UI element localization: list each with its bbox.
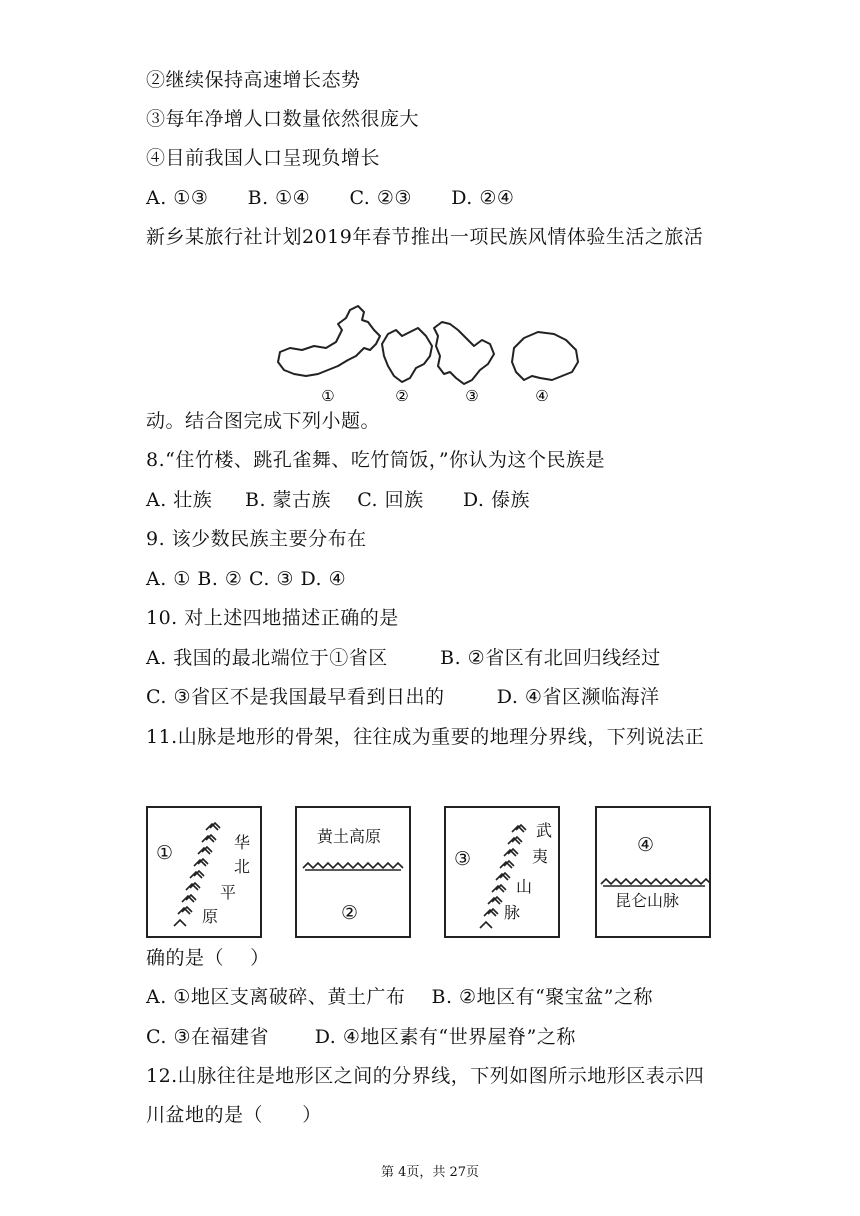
mountain-panel-2 xyxy=(295,806,411,938)
question-9: 9. 该少数民族主要分布在 xyxy=(146,528,367,550)
panel-4-number: ④ xyxy=(637,834,655,856)
option-line-4: ④目前我国人口呈现负增长 xyxy=(146,147,381,169)
panel-1-text-2: 北 xyxy=(234,857,251,876)
map-label-3: ③ xyxy=(465,387,479,405)
map-label-4: ④ xyxy=(535,387,549,405)
answer-choices-q9: A. ① B. ② C. ③ D. ④ xyxy=(146,568,347,590)
panel-3-text-2: 夷 xyxy=(532,847,549,866)
panel-3-number: ③ xyxy=(454,848,472,870)
panel-2-title: 黄土高原 xyxy=(317,827,382,846)
map-label-2: ② xyxy=(395,387,409,405)
panel-1-text-1: 华 xyxy=(234,833,251,852)
answer-choices-q11-ab: A. ①地区支离破碎、黄土广布 B. ②地区有“聚宝盆”之称 xyxy=(146,986,653,1008)
mountain-panel-3 xyxy=(444,806,560,938)
panel-1-number: ① xyxy=(156,842,174,864)
answer-choices-q10-cd: C. ③省区不是我国最早看到日出的 D. ④省区濒临海洋 xyxy=(146,686,660,708)
answer-choices-q11-cd: C. ③在福建省 D. ④地区素有“世界屋脊”之称 xyxy=(146,1026,576,1048)
question-10: 10. 对上述四地描述正确的是 xyxy=(146,607,399,629)
map-label-1: ① xyxy=(321,387,335,405)
passage-instruction: 动。结合图完成下列小题。 xyxy=(146,410,381,432)
question-11: 11.山脉是地形的骨架，往往成为重要的地理分界线，下列说法正 xyxy=(146,726,705,748)
province-outline-4 xyxy=(512,332,578,380)
panel-3-text-4: 脉 xyxy=(504,903,521,922)
answer-choices-q8: A. 壮族 B. 蒙古族 C. 回族 D. 傣族 xyxy=(146,489,531,511)
question-8: 8.“住竹楼、跳孔雀舞、吃竹筒饭，”你认为这个民族是 xyxy=(146,449,606,471)
panel-2-number: ② xyxy=(341,902,359,924)
passage-intro: 新乡某旅行社计划2019年春节推出一项民族风情体验生活之旅活 xyxy=(146,226,704,248)
province-outline-3 xyxy=(434,322,494,384)
panel-1-text-3: 平 xyxy=(220,883,237,902)
province-outline-2 xyxy=(382,328,432,382)
province-map-figure xyxy=(276,300,586,408)
panel-1-text-4: 原 xyxy=(202,907,219,926)
province-outline-1 xyxy=(278,306,380,376)
answer-choices-q10-ab: A. 我国的最北端位于①省区 B. ②省区有北回归线经过 xyxy=(146,647,661,669)
page-footer: 第 4页，共 27页 xyxy=(380,1165,480,1180)
mountain-panel-1 xyxy=(146,806,262,938)
option-line-3: ③每年净增人口数量依然很庞大 xyxy=(146,108,420,130)
option-line-2: ②继续保持高速增长态势 xyxy=(146,69,361,91)
question-11-continued: 确的是（ ） xyxy=(146,947,270,969)
panel-3-text-1: 武 xyxy=(536,821,553,840)
question-12-continued: 川盆地的是（ ） xyxy=(146,1104,322,1126)
panel-4-title: 昆仑山脉 xyxy=(615,891,680,910)
answer-choices-q7: A. ①③ B. ①④ C. ②③ D. ②④ xyxy=(146,187,515,209)
question-12: 12.山脉往往是地形区之间的分界线，下列如图所示地形区表示四 xyxy=(146,1065,705,1087)
panel-3-text-3: 山 xyxy=(516,877,533,896)
mountain-panel-4 xyxy=(595,806,711,938)
